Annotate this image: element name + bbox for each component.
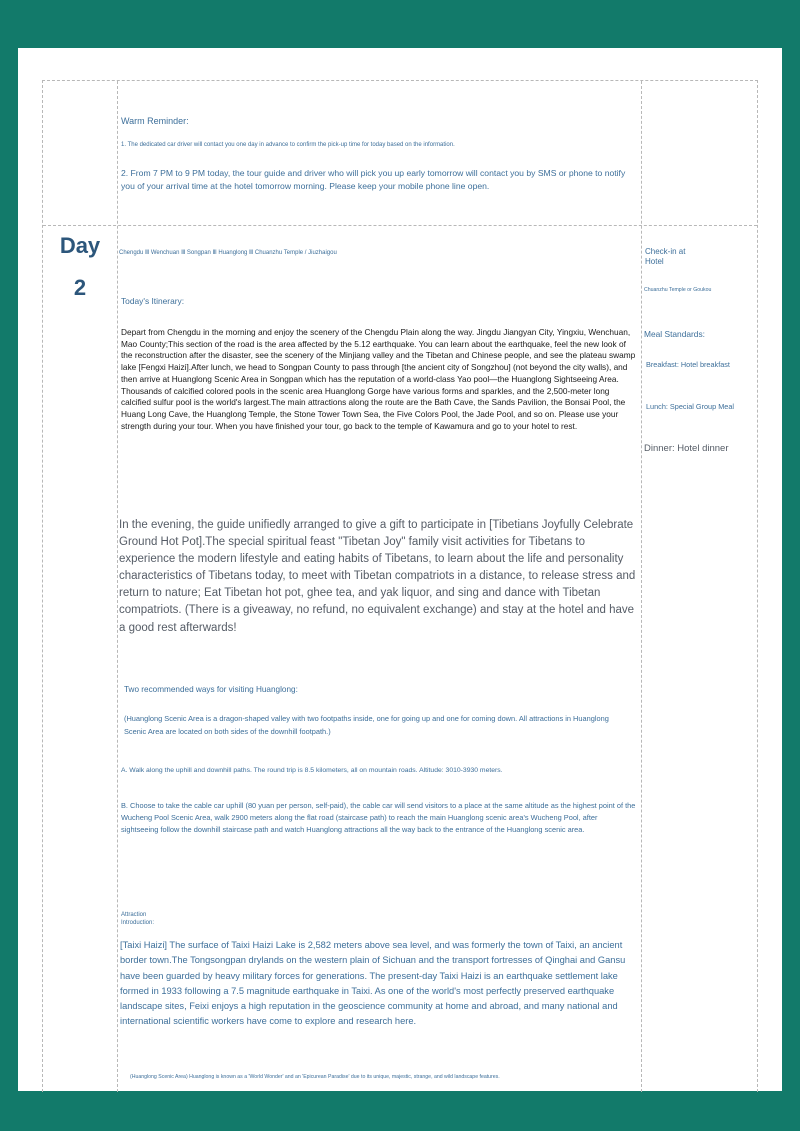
- way-b: B. Choose to take the cable car uphill (80 yuan per person, self-paid), the cable car will send visitors to a place at the same altitude as the highest point of the Wucheng Pool Scenic Area, walk 2900 meters along the flat road (staircase path) to reach the main Huanglong scenic area's Wucheng Pool, after sightseeing follow the downhill staircase path and watch Huanglong attractions all the way back to the entrance of the Huanglong scenic area.: [121, 801, 636, 834]
- itinerary-text: Depart from Chengdu in the morning and enjoy the scenery of the Chengdu Plain along the way. Jingdu Jiangyan City, Yingxiu, Wenchuan, Mao County;This section of the road is the area affected by the 5.12 earthquake. You can learn about the earthquake, feel the new look of the reconstruction after the disaster, see the scenery of the Minjiang valley and the Tibetan and Chinese people, and see the plateau swamp lake [Fengxi Haizi].After lunch, we head to Songpan County to pass through [the ancient city of Songzhou] (not beyond the city walls), and then arrive at Huanglong Scenic Area in Songpan which has the reputation of a world-class Yao pool—the Huanglong Sightseeing Area. Thousands of calcified colored pools in the scenic area Huanglong Gorge have various forms and sparkles, and the 2,500-meter long calcified sulfur pool is the world's largest.The main attractions along the route are the Bath Cave, the Sands Pavilion, the Bonsai Pool, the Huang Long Cave, the Huanglong Temple, the Stone Tower Town Sea, the Five Colors Pool, the Jade Pool, and so on. Please use your strength during your tour. When you have finished your tour, go back to the temple of Kawamura and go to your hotel to rest.: [121, 327, 636, 431]
- day-word: Day: [59, 233, 101, 258]
- route-line: Chengdu Ⅲ Wenchuan Ⅲ Songpan Ⅲ Huanglong Ⅲ Chuanzhu Temple / Jiuzhaigou: [119, 250, 337, 256]
- column-divider-right: [641, 81, 642, 1092]
- column-divider-left: [117, 81, 118, 1092]
- checkin-line-1: Check-in at: [645, 247, 686, 256]
- meal-breakfast: Breakfast: Hotel breakfast: [646, 360, 730, 369]
- itinerary-table: [42, 80, 758, 1092]
- evening-text: In the evening, the guide unifiedly arranged to give a gift to participate in [Tibetians Joyfully Celebrate Ground Hot Pot].The special spiritual feast "Tibetan Joy" family visit activities for Tibetans to experience the modern lifestyle and eating habits of Tibetans, to learn about the life and personality characteristics of Tibetans today, to meet with Tibetan compatriots in a distance, to release stress and return to nature; Eat Tibetan hot pot, ghee tea, and yak liquor, and sing and dance with Tibetan compatriots. (There is a giveaway, no refund, no equivalent exchange) and stay at the hotel and have a good rest afterwards!: [119, 519, 636, 634]
- row-divider: [43, 225, 757, 226]
- document-page: [18, 48, 782, 1091]
- reminder-title: Warm Reminder:: [121, 116, 189, 126]
- huanglong-text: (Huanglong Scenic Area) Huanglong is known as a 'World Wonder' and an 'Epicurean Paradise' due to its unique, majestic, strange, and wild landscape features.: [130, 1074, 500, 1080]
- attraction-title-2: Introduction:: [121, 920, 155, 926]
- taixi-text: [Taixi Haizi] The surface of Taixi Haizi Lake is 2,582 meters above sea level, and was formerly the town of Taixi, an ancient border town.The Tongsongpan drylands on the western plain of Sichuan and the transport fortresses of Qinghai and Gansu have been guarded by heavy military forces for generations. The present-day Taixi Haizi is an earthquake settlement lake formed in 1933 following a 7.5 magnitude earthquake in Taixi. As one of the world's most perfectly preserved earthquake landscape sites, Feixi enjoys a high reputation in the geoscience community at home and abroad, and many national and international scientific workers have come to explore and research here.: [120, 940, 626, 1027]
- reminder-item-2: 2. From 7 PM to 9 PM today, the tour guide and driver who will pick you up early tomorrow will contact you by SMS or phone to notify you of your arrival time at the hotel tomorrow morning. Please keep your mobile phone line open.: [121, 168, 626, 191]
- hotel-location: Chuanzhu Temple or Goukou: [644, 287, 712, 293]
- itinerary-title: Today's Itinerary:: [121, 296, 185, 306]
- reminder-item-1: 1. The dedicated car driver will contact you one day in advance to confirm the pick-up time for today based on the information.: [121, 142, 455, 148]
- checkin-line-2: Hotel: [645, 257, 664, 266]
- meal-title: Meal Standards:: [644, 329, 705, 339]
- way-a: A. Walk along the uphill and downhill paths. The round trip is 8.5 kilometers, all on mountain roads. Altitude: 3010-3930 meters.: [121, 767, 503, 774]
- attraction-title-1: Attraction: [121, 912, 147, 918]
- day-number: 2: [73, 275, 87, 300]
- ways-intro: (Huanglong Scenic Area is a dragon-shaped valley with two footpaths inside, one for going up and one for coming down. All attractions in Huanglong Scenic Area are located on both sides of the downhill footpath.): [124, 714, 609, 736]
- meal-lunch: Lunch: Special Group Meal: [646, 402, 735, 411]
- ways-title: Two recommended ways for visiting Huanglong:: [124, 685, 298, 694]
- meal-dinner: Dinner: Hotel dinner: [644, 443, 729, 454]
